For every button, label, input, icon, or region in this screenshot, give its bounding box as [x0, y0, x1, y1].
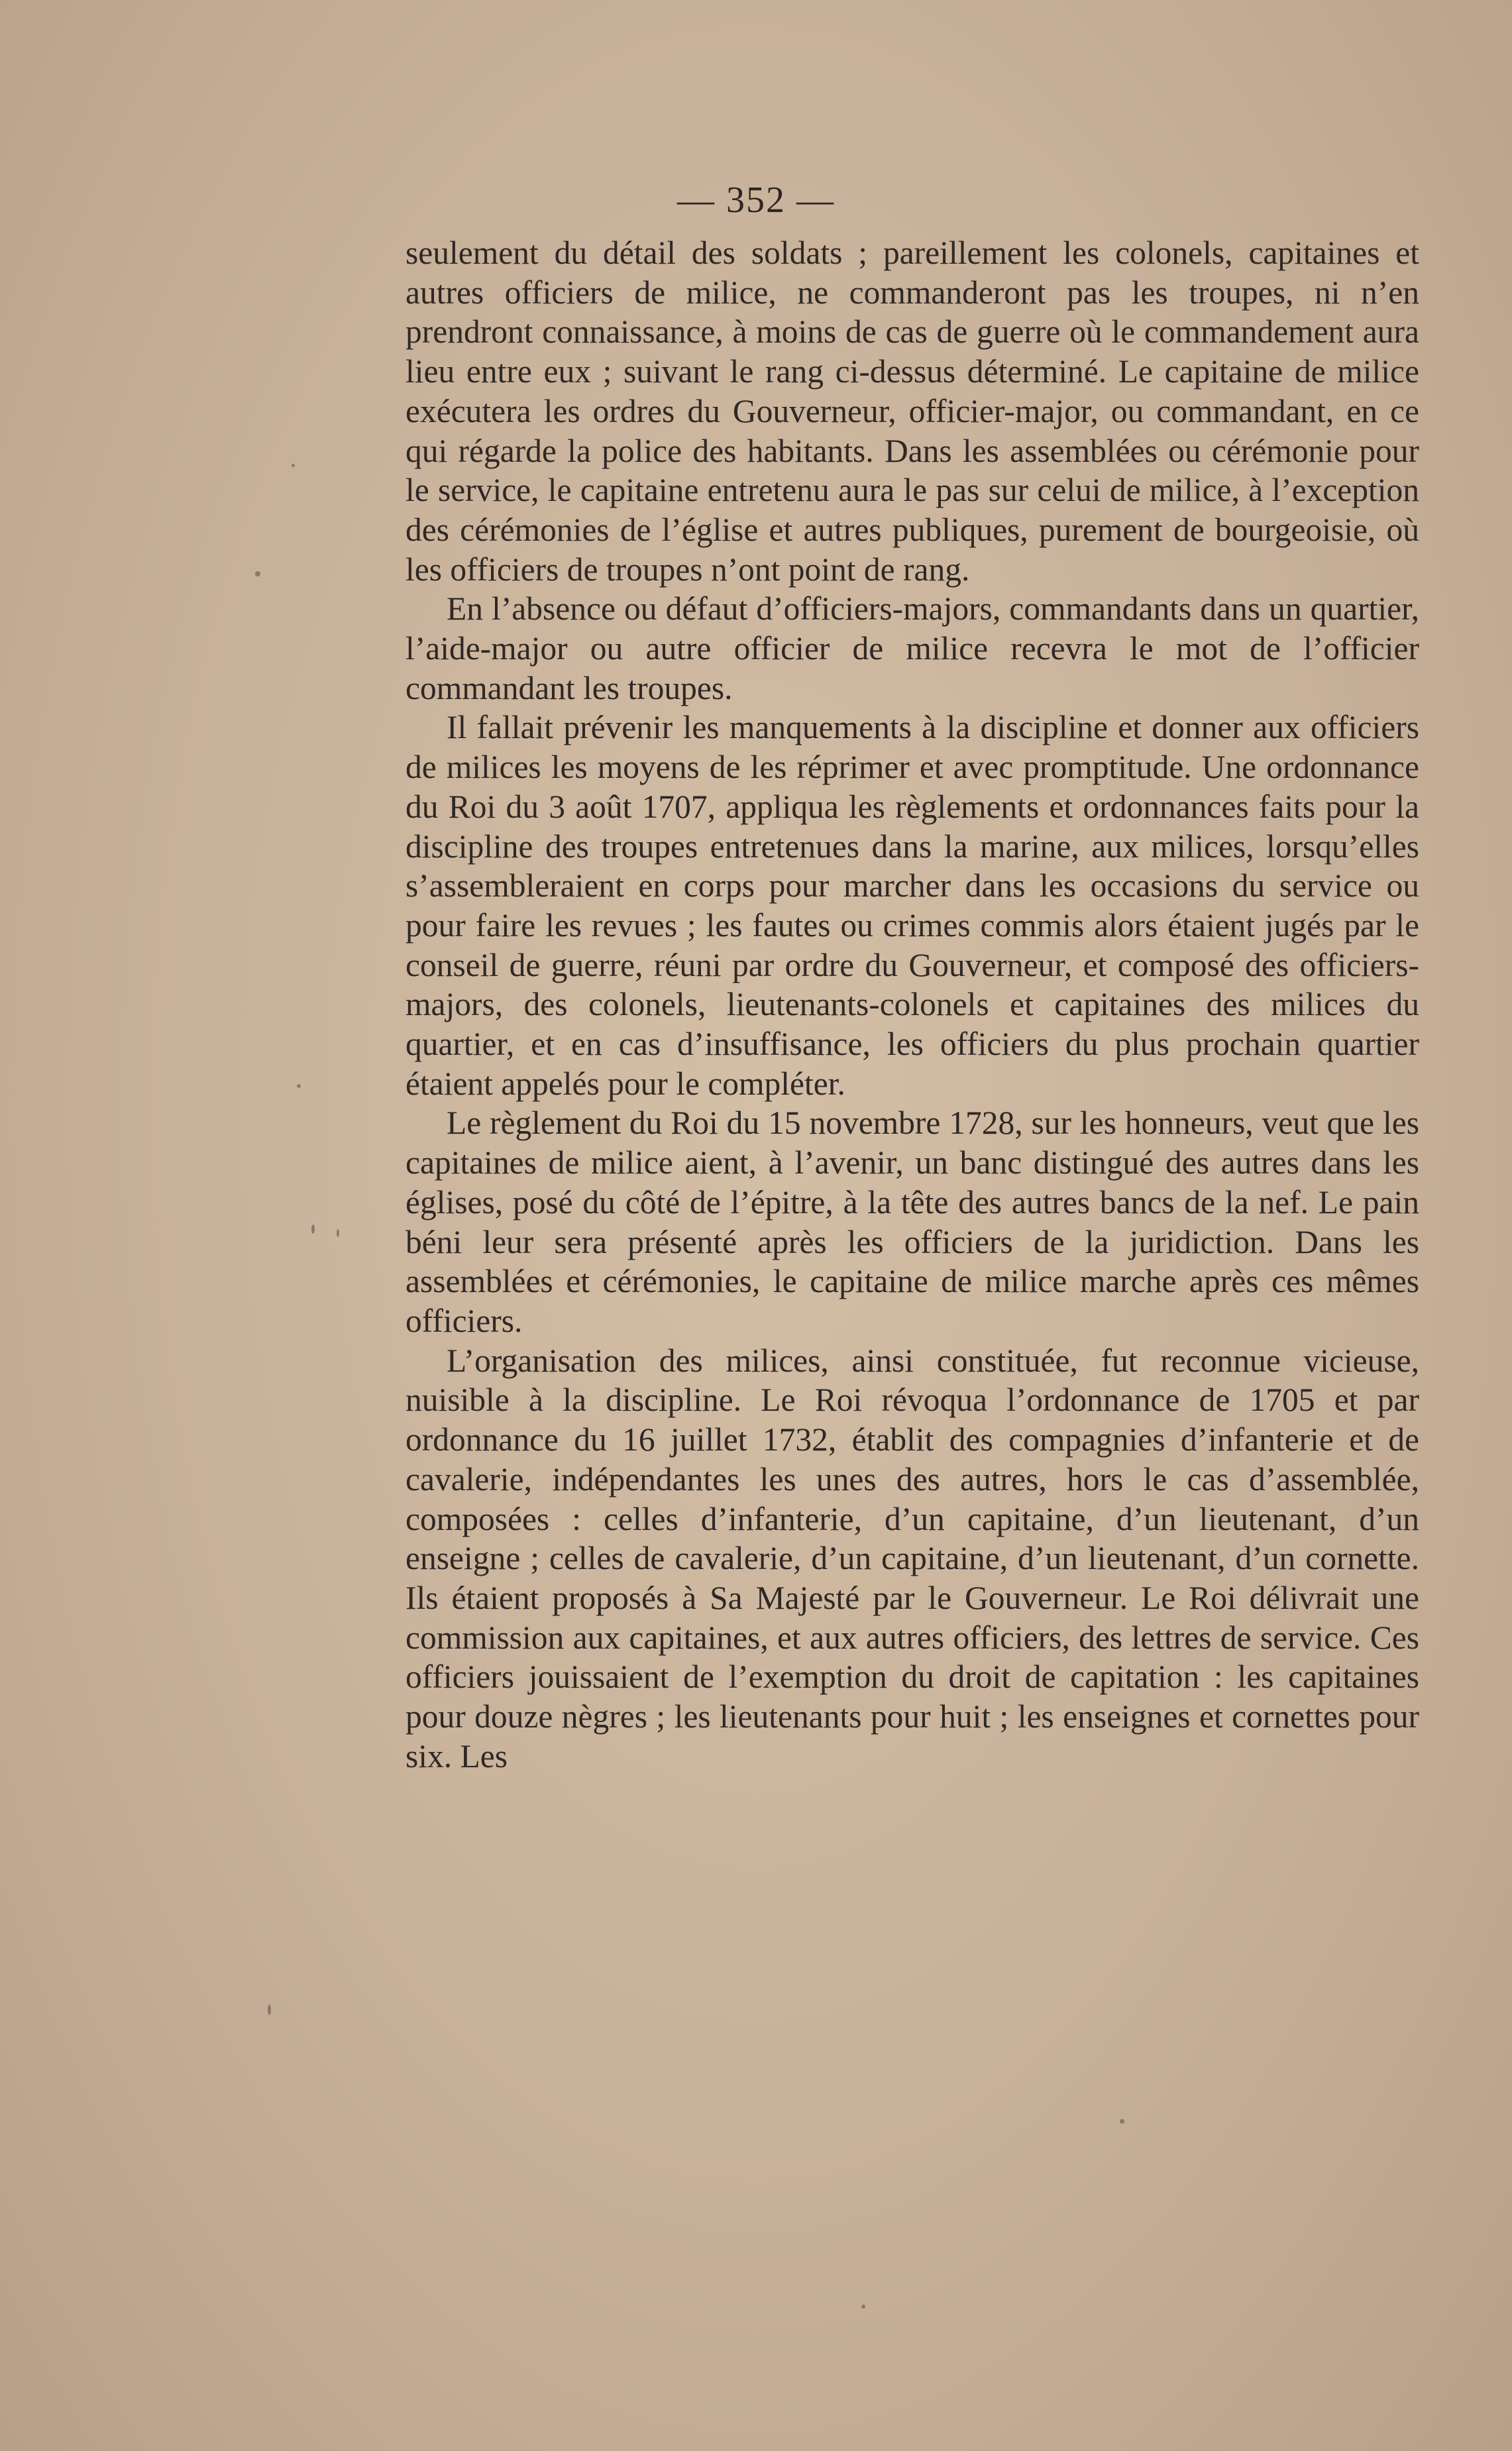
paper-speck [337, 1229, 339, 1237]
body-text [405, 233, 1419, 1776]
paper-speck [311, 1225, 315, 1234]
paper-speck [1120, 2119, 1124, 2124]
paper-speck [292, 464, 295, 467]
paragraph-5: L’organisation des milices, ainsi constituée, fut reconnue vicieuse, nuisible à la discipline. Le Roi révoqua l’ordonnance de 1705 et par ordonnance du 16 juillet 1732, établit des compagnies d’infanterie et de cavalerie, indépendantes les unes des autres, hors le cas d’assemblée, composées : celles d’infanterie, d’un capitaine, d’un lieutenant, d’un enseigne ; celles de cavalerie, d’un capitaine, d’un lieutenant, d’un cornette. Ils étaient proposés à Sa Majesté par le Gouverneur. Le Roi délivrait une commission aux capitaines, et aux autres officiers, des lettres de service. Ces officiers jouissaient de l’exemption du droit de capitation : les capitaines pour douze nègres ; les lieutenants pour huit ; les enseignes et cornettes pour six. Les [405, 1342, 1419, 1774]
paragraph-2: En l’absence ou défaut d’officiers-majors, commandants dans un quartier, l’aide-major ou autre officier de milice recevra le mot de l’officier commandant les troupes. [405, 590, 1419, 706]
paragraph-3: Il fallait prévenir les manquements à la discipline et donner aux officiers de milices les moyens de les réprimer et avec promptitude. Une ordonnance du Roi du 3 août 1707, appliqua les règlements et ordonnances faits pour la discipline des troupes entretenues dans la marine, aux milices, lorsqu’elles s’assembleraient en corps pour marcher dans les occasions du service ou pour faire les revues ; les fautes ou crimes commis alors étaient jugés par le conseil de guerre, réuni par ordre du Gouverneur, et composé des officiers-majors, des colonels, lieutenants-colonels et capitaines des milices du quartier, et en cas d’insuffisance, les officiers du plus prochain quartier étaient appelés pour le compléter. [405, 709, 1419, 1102]
paper-speck [268, 2004, 271, 2015]
paragraph-4: Le règlement du Roi du 15 novembre 1728, sur les honneurs, veut que les capitaines de milice aient, à l’avenir, un banc distingué des autres dans les églises, posé du côté de l’épitre, à la tête des autres bancs de la nef. Le pain béni leur sera présenté après les officiers de la juridiction. Dans les assemblées et cérémonies, le capitaine de milice marche après ces mêmes officiers. [405, 1105, 1419, 1339]
paper-speck [297, 1084, 301, 1088]
page-number: — 352 — [677, 180, 835, 221]
paragraph-1: seulement du détail des soldats ; pareillement les colonels, capitaines et autres officiers de milice, ne commanderont pas les troupes, ni n’en prendront connaissance, à moins de cas de guerre où le commandement aura lieu entre eux ; suivant le rang ci-dessus déterminé. Le capitaine de milice exécutera les ordres du Gouverneur, officier-major, ou commandant, en ce qui régarde la police des habitants. Dans les assemblées ou cérémonie pour le service, le capitaine entretenu aura le pas sur celui de milice, à l’exception des cérémonies de l’église et autres publiques, purement de bourgeoisie, où les officiers de troupes n’ont point de rang. [405, 235, 1419, 588]
paper-speck [255, 571, 260, 576]
paper-speck [861, 2305, 865, 2309]
